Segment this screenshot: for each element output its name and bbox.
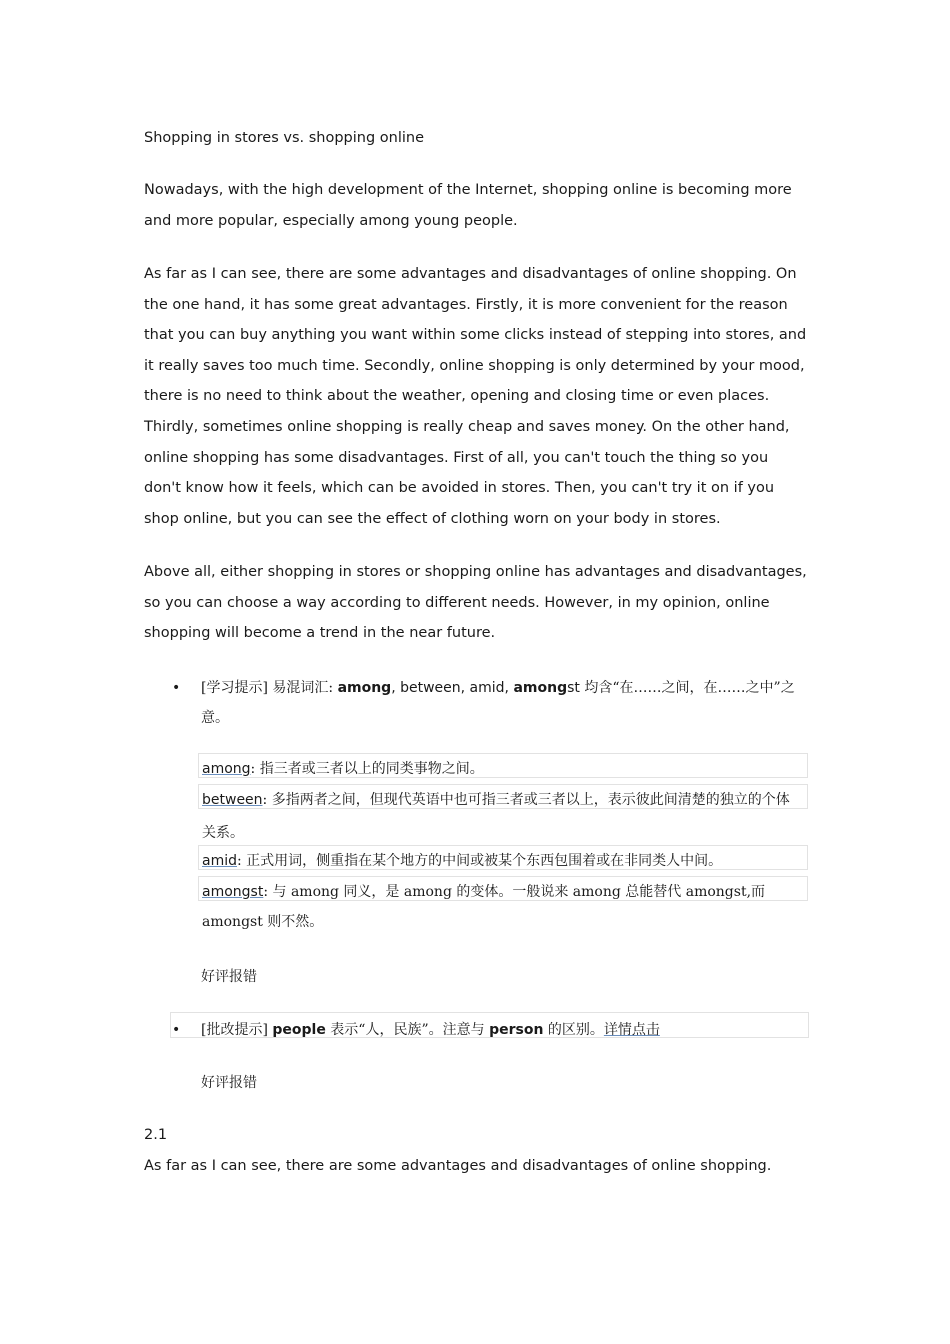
- bullet-icon: •: [172, 680, 181, 696]
- hint-word-people: people: [272, 1022, 326, 1038]
- hint-word-amongst-tail: st: [567, 680, 580, 696]
- definition-word[interactable]: between: [202, 792, 263, 808]
- definition-among: [198, 753, 808, 778]
- section-number: 2.1: [144, 1127, 168, 1143]
- essay-title: Shopping in stores vs. shopping online: [144, 130, 425, 146]
- hint-tag: [学习提示]: [201, 680, 268, 696]
- hint-meaning: 表示“人，民族”。注意与: [330, 1022, 485, 1038]
- definition-text-continued: amongst 则不然。: [202, 914, 324, 930]
- hint-word-among: among: [337, 680, 392, 696]
- definition-text-continued: 关系。: [202, 825, 244, 841]
- definition-between: [198, 784, 808, 841]
- section-sentence: As far as I can see, there are some advantages and disadvantages of online shopping.: [144, 1158, 772, 1174]
- hint-word-list: , between, amid,: [391, 680, 510, 696]
- definition-text: : 正式用词，侧重指在某个地方的中间或被某个东西包围着或在非同类人中间。: [237, 853, 723, 869]
- essay-paragraph-1: Nowadays, with the high development of the Internet, shopping online is becoming more and more popular, especially among young people.: [144, 182, 792, 229]
- essay-paragraph-2: As far as I can see, there are some advantages and disadvantages of online shopping. On the one hand, it has some great advantages. Firstly, it is more convenient for the reason that you can buy anything you want within some clicks instead of stepping into stores, and it really saves too much time. Secondly, online shopping is only determined by your mood, there is no need to think about the weather, opening and closing time or even places. Thirdly, sometimes online shopping is really cheap and saves money. On the other hand, online shopping has some disadvantages. First of all, you can't touch the thing so you don't know how it feels, which can be avoided in stores. Then, you can't try it on if you shop online, but you can see the effect of clothing worn on your body in stores.: [144, 266, 807, 527]
- definition-word[interactable]: amid: [202, 853, 237, 869]
- hint-tag: [批改提示]: [201, 1022, 268, 1038]
- hint-tail: 的区别。: [547, 1022, 604, 1038]
- definition-text: : 与 among 同义，是 among 的变体。一般说来 among 总能替代 amongst,而: [263, 884, 766, 900]
- feedback-link[interactable]: 好评报错: [201, 969, 257, 985]
- definition-text: : 多指两者之间，但现代英语中也可指三者或三者以上，表示彼此间清楚的独立的个体: [262, 792, 790, 808]
- definition-amid: [198, 845, 808, 870]
- hint-word-amongst-bold: among: [513, 680, 568, 696]
- correction-hint: [201, 1015, 660, 1045]
- essay-paragraph-3: Above all, either shopping in stores or shopping online has advantages and disadvantages, so you can choose a way according to different needs. However, in my opinion, online shopping will become a trend in the near future.: [144, 564, 807, 642]
- definition-list: [198, 753, 808, 930]
- definition-word[interactable]: among: [202, 761, 251, 777]
- definition-word[interactable]: amongst: [202, 884, 264, 900]
- definition-amongst: [198, 876, 808, 930]
- bullet-icon: •: [172, 1022, 181, 1038]
- feedback-link[interactable]: 好评报错: [201, 1075, 257, 1091]
- hint-label: 易混词汇:: [272, 680, 334, 696]
- hint-word-person: person: [489, 1022, 544, 1038]
- definition-text: : 指三者或三者以上的同类事物之间。: [250, 761, 484, 777]
- details-link[interactable]: 详情点击: [603, 1022, 660, 1038]
- hint-meaning: 均含“在……之间，在……之中”之意。: [201, 680, 795, 726]
- vocab-hint: [201, 673, 808, 733]
